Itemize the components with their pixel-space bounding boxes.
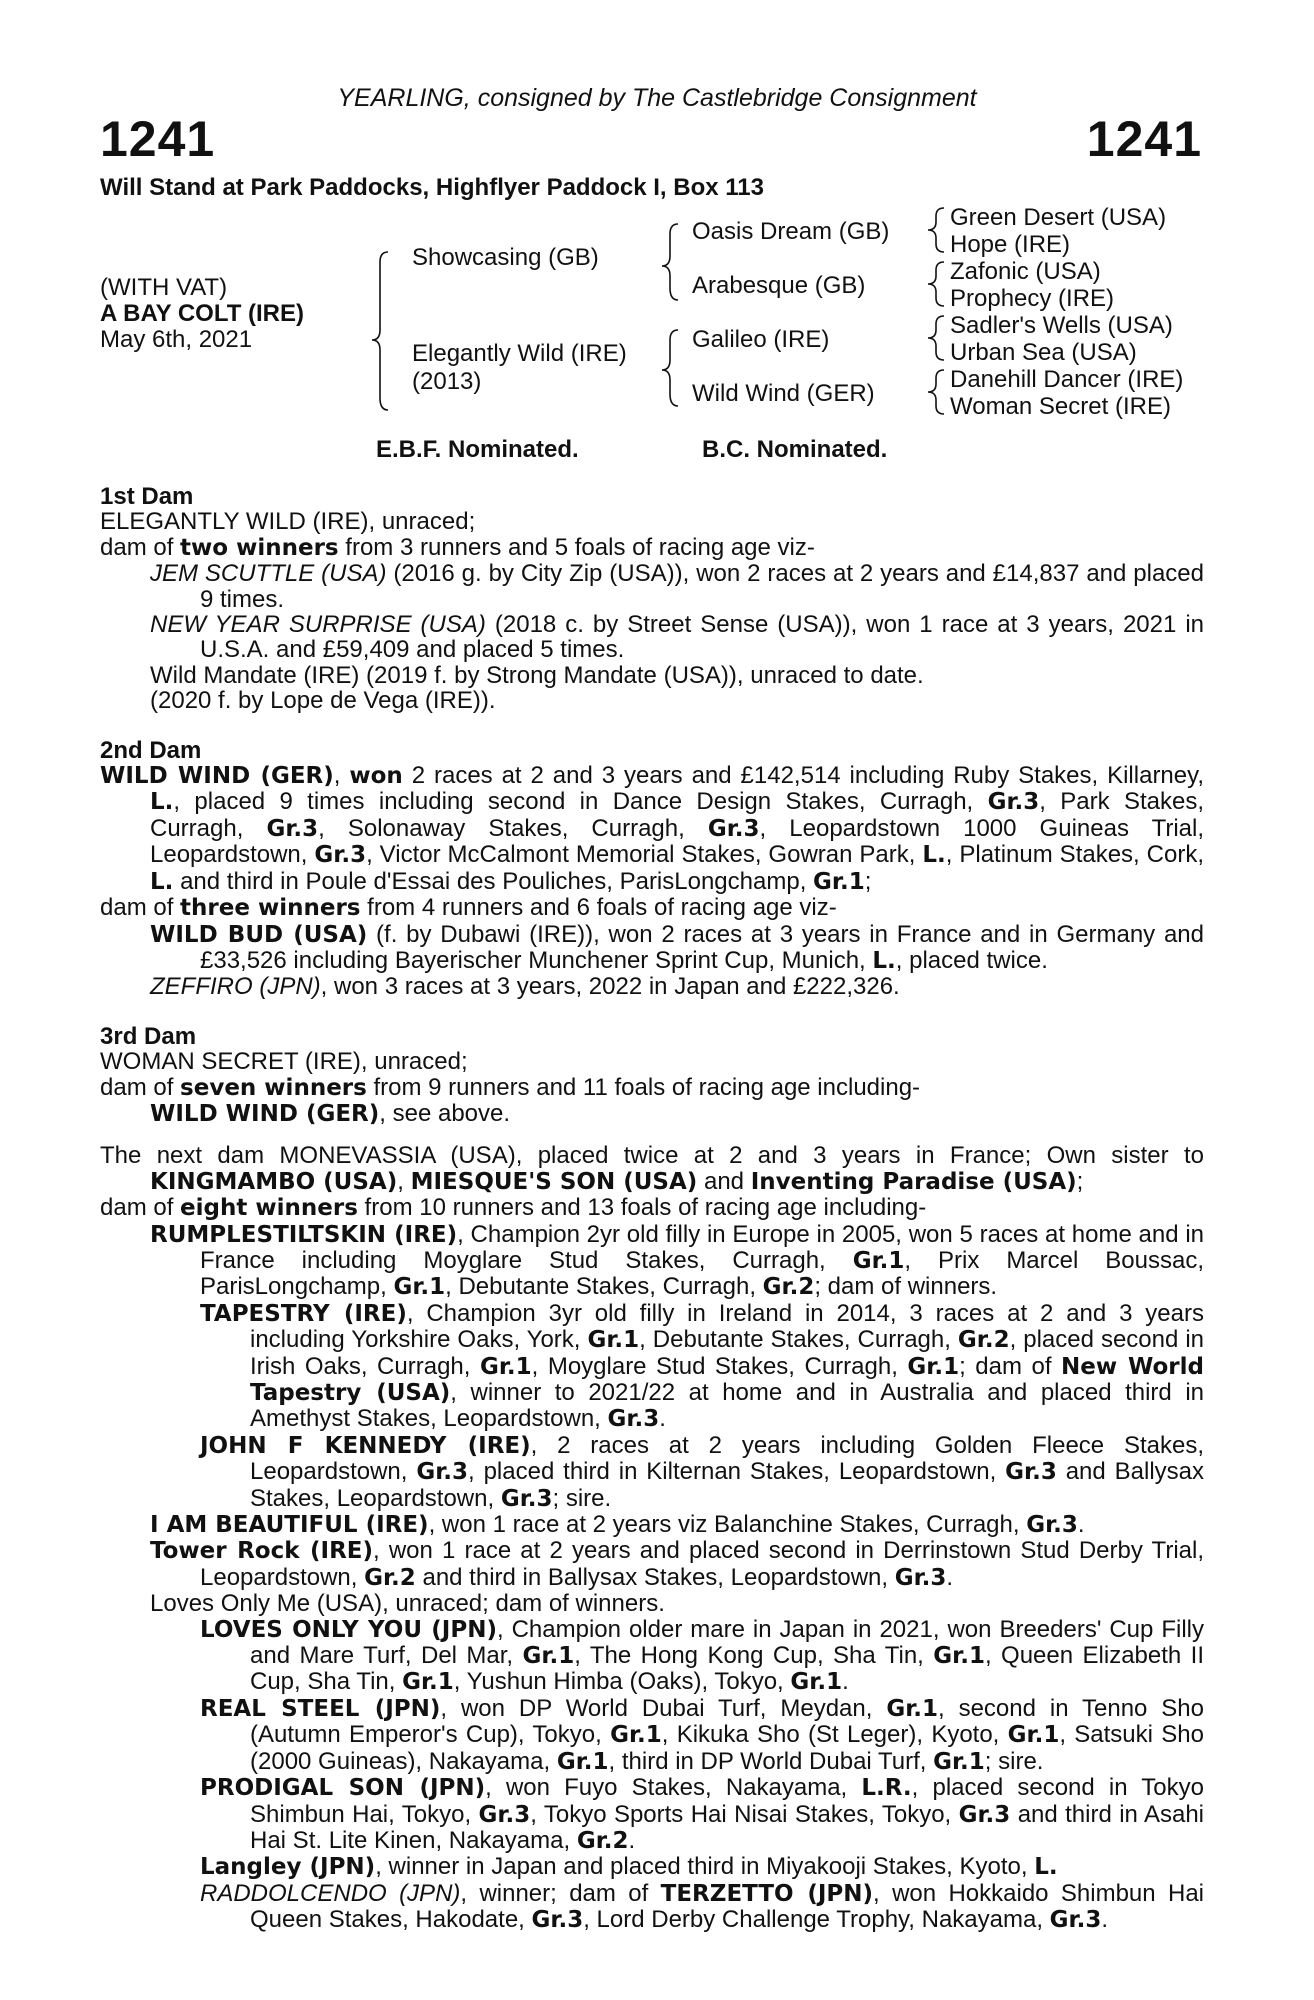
stand-location: Will Stand at Park Paddocks, Highflyer Paddock I, Box 113 (100, 174, 764, 201)
pedigree-table (0, 0, 1314, 470)
next-dam-produce: dam of eight winners from 10 runners and 13 foals of racing age including- (100, 1194, 927, 1222)
langley-entry: Langley (JPN), winner in Japan and placed third in Miyakooji Stakes, Kyoto, L. (200, 1853, 1058, 1881)
rumplestiltskin-entry: RUMPLESTILTSKIN (IRE), Champion 2yr old filly in Europe in 2005, won 5 races at home and in France including Moyglare Stud Stakes, Curragh, Gr.1, Prix Marcel Boussac, ParisLongchamp, Gr.1, Debutante Stakes, Curragh, Gr.2; dam of winners. (150, 1220, 1205, 1301)
third-dam-name: WOMAN SECRET (IRE), unraced; (100, 1048, 468, 1076)
raddolcendo-entry: RADDOLCENDO (JPN), winner; dam of TERZETTO (JPN), won Hokkaido Shimbun Hai Queen Stakes, Hakodate, Gr.3, Lord Derby Challenge Trophy, Nakayama, Gr.3. (200, 1879, 1205, 1934)
tapestry-entry: TAPESTRY (IRE), Champion 3yr old filly in Ireland in 2014, 3 races at 2 and 3 years including Yorkshire Oaks, York, Gr.1, Debutante Stakes, Curragh, Gr.2, placed second in Irish Oaks, Curragh, Gr.1, Moyglare Stud Stakes, Curragh, Gr.1; dam of New World Tapestry (USA), winner to 2021/22 at home and in Australia and placed third in Amethyst Stakes, Leopardstown, Gr.3. (200, 1299, 1205, 1433)
prodigal-son-entry: PRODIGAL SON (JPN), won Fuyo Stakes, Nakayama, L.R., placed second in Tokyo Shimbun Hai, Tokyo, Gr.3, Tokyo Sports Hai Nisai Stakes, Tokyo, Gr.3 and third in Asahi Hai St. Lite Kinen, Nakayama, Gr.2. (200, 1774, 1205, 1854)
bc-nomination: B.C. Nominated. (702, 436, 888, 463)
real-steel-entry: REAL STEEL (JPN), won DP World Dubai Turf, Meydan, Gr.1, second in Tenno Sho (Autumn Emperor's Cup), Tokyo, Gr.1, Kikuka Sho (St Leger), Kyoto, Gr.1, Satsuki Sho (2000 Guineas), Nakayama, Gr.1, third in DP World Dubai Turf, Gr.1; sire. (200, 1694, 1204, 1775)
john-f-kennedy-entry: JOHN F KENNEDY (IRE), 2 races at 2 years including Golden Fleece Stakes, Leopardstown, Gr.3, placed third in Kilternan Stakes, Leopardstown, Gr.3 and Ballysax Stakes, Leopardstown, Gr.3; sire. (200, 1431, 1204, 1512)
dam-sire: Galileo (IRE) (692, 326, 830, 353)
lot-number-right: 1241 (1086, 111, 1202, 167)
lot-number-left: 1241 (100, 111, 216, 167)
first-dam-name: ELEGANTLY WILD (IRE), unraced; (100, 508, 476, 536)
catalogue-body (100, 484, 1204, 1934)
g3-1: Green Desert (USA) (950, 204, 1167, 231)
next-dam-intro: The next dam MONEVASSIA (USA), placed twice at 2 and 3 years in France; Own sister to KINGMAMBO (USA), MIESQUE'S SON (USA) and Inventing Paradise (USA); (100, 1142, 1204, 1195)
dam-year: (2013) (412, 368, 482, 395)
i-am-beautiful-entry: I AM BEAUTIFUL (IRE), won 1 race at 2 years viz Balanchine Stakes, Curragh, Gr.3. (150, 1511, 1085, 1539)
foaling-date: May 6th, 2021 (100, 326, 253, 353)
first-dam-foal-2: NEW YEAR SURPRISE (USA) (2018 c. by Street Sense (USA)), won 1 race at 3 years, 2021 in U.S.A. and £59,409 and placed 5 times. (150, 611, 1204, 664)
second-dam-record: WILD WIND (GER), won 2 races at 2 and 3 years and £142,514 including Ruby Stakes, Killarney, L., placed 9 times including second in Dance Design Stakes, Curragh, Gr.3, Park Stakes, Curragh, Gr.3, Solonaway Stakes, Curragh, Gr.3, Leopardstown 1000 Guineas Trial, Leopardstown, Gr.3, Victor McCalmont Memorial Stakes, Gowran Park, L., Platinum Stakes, Cork, L. and third in Poule d'Essai des Pouliches, ParisLongchamp, Gr.1; (100, 762, 1205, 895)
first-dam-foal-3: Wild Mandate (IRE) (2019 f. by Strong Mandate (USA)), unraced to date. (150, 661, 924, 689)
first-dam-heading: 1st Dam (100, 483, 194, 510)
second-dam-produce: dam of three winners from 4 runners and 6 foals of racing age viz- (100, 894, 837, 922)
g3-3: Zafonic (USA) (950, 258, 1101, 285)
third-dam-produce: dam of seven winners from 9 runners and 11 foals of racing age including- (100, 1073, 921, 1101)
sire-dam: Arabesque (GB) (692, 272, 866, 299)
ebf-nomination: E.B.F. Nominated. (376, 436, 579, 463)
first-dam-foal-4: (2020 f. by Lope de Vega (IRE)). (150, 687, 496, 715)
dam-dam: Wild Wind (GER) (692, 380, 875, 407)
consignment-line: YEARLING, consigned by The Castlebridge Consignment (337, 84, 977, 112)
loves-only-me-entry: Loves Only Me (USA), unraced; dam of winners. (150, 1590, 665, 1618)
third-dam-heading: 3rd Dam (100, 1022, 197, 1050)
g3-4: Prophecy (IRE) (950, 285, 1115, 312)
g3-6: Urban Sea (USA) (950, 339, 1137, 366)
second-dam-foal-1: WILD BUD (USA) (f. by Dubawi (IRE)), won 2 races at 3 years in France and in Germany and £33,526 including Bayerischer Munchener Sprint Cup, Munich, L., placed twice. (150, 920, 1204, 974)
sire-sire: Oasis Dream (GB) (692, 218, 890, 245)
g3-8: Woman Secret (IRE) (950, 393, 1171, 420)
loves-only-you-entry: LOVES ONLY YOU (JPN), Champion older mare in Japan in 2021, won Breeders' Cup Filly and Mare Turf, Del Mar, Gr.1, The Hong Kong Cup, Sha Tin, Gr.1, Queen Elizabeth II Cup, Sha Tin, Gr.1, Yushun Himba (Oaks), Tokyo, Gr.1. (200, 1615, 1205, 1696)
first-dam-foal-1: JEM SCUTTLE (USA) (2016 g. by City Zip (USA)), won 2 races at 2 years and £14,837 and placed 9 times. (150, 560, 1204, 613)
sire-name: Showcasing (GB) (412, 244, 599, 271)
vat-note: (WITH VAT) (100, 274, 228, 301)
third-dam-foal-1: WILD WIND (GER), see above. (150, 1099, 511, 1127)
dam-name: Elegantly Wild (IRE) (412, 340, 627, 367)
second-dam-foal-2: ZEFFIRO (JPN), won 3 races at 3 years, 2022 in Japan and £222,326. (150, 973, 900, 1001)
g3-2: Hope (IRE) (950, 231, 1071, 258)
first-dam-produce: dam of two winners from 3 runners and 5 foals of racing age viz- (100, 533, 815, 561)
tower-rock-entry: Tower Rock (IRE), won 1 race at 2 years and placed second in Derrinstown Stud Derby Trial, Leopardstown, Gr.2 and third in Ballysax Stakes, Leopardstown, Gr.3. (150, 1537, 1204, 1591)
second-dam-heading: 2nd Dam (100, 736, 202, 764)
g3-7: Danehill Dancer (IRE) (950, 366, 1184, 393)
lot-name: A BAY COLT (IRE) (100, 300, 305, 327)
g3-5: Sadler's Wells (USA) (950, 312, 1173, 339)
